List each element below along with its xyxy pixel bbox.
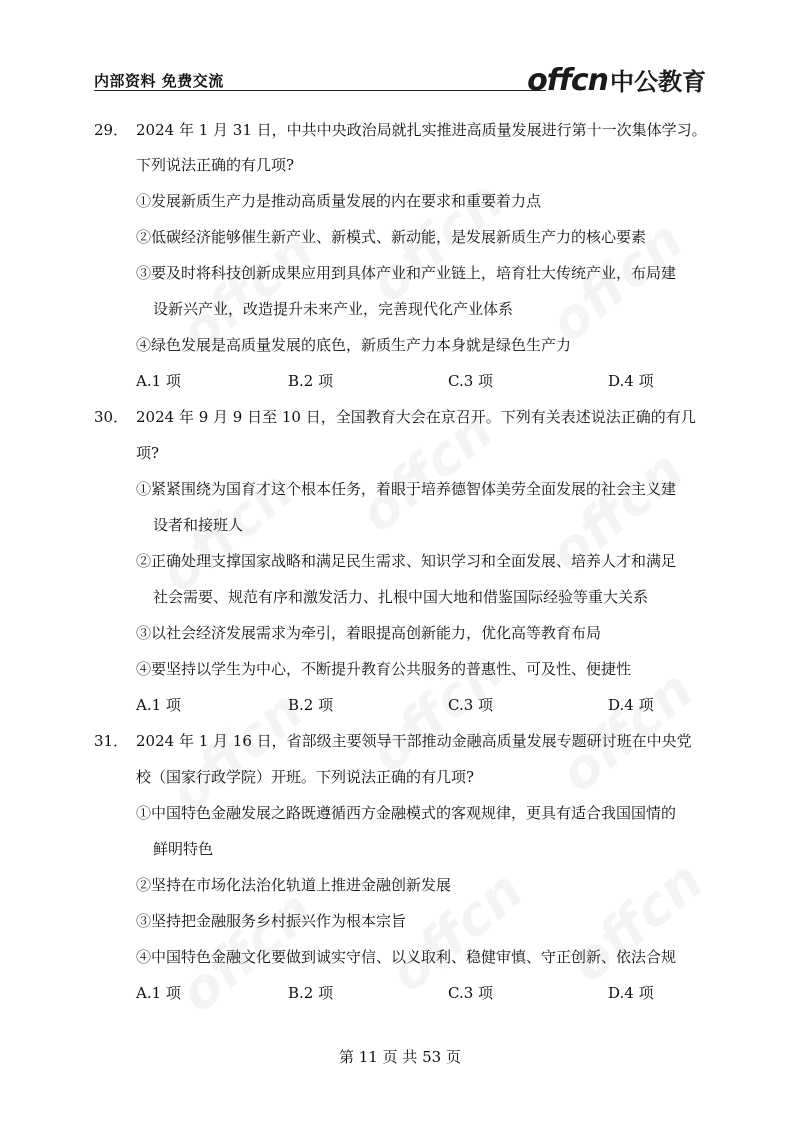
statement-item: ④绿色发展是高质量发展的底色，新质生产力本身就是绿色生产力: [136, 336, 572, 354]
question-number: 29．: [94, 121, 129, 139]
question-stem: 2024 年 1 月 31 日，中共中央政治局就扎实推进高质量发展进行第十一次集体学习。: [136, 121, 707, 139]
statement-item: ②正确处理支撑国家战略和满足民生需求、知识学习和全面发展、培养人才和满足: [136, 552, 677, 570]
statement-item: ①发展新质生产力是推动高质量发展的内在要求和重要着力点: [136, 192, 542, 210]
answer-option-b: B.2 项: [288, 372, 334, 390]
logo-text-cn: 中公教育: [610, 68, 706, 96]
question-stem: 下列说法正确的有几项?: [136, 156, 295, 174]
statement-item: ④要坚持以学生为中心，不断提升教育公共服务的普惠性、可及性、便捷性: [136, 660, 632, 678]
logo-text-en: offcn: [527, 63, 608, 98]
answer-option-d: D.4 项: [608, 372, 654, 390]
watermark: [558, 848, 715, 994]
header-divider: [94, 90, 546, 91]
answer-option-b: B.2 项: [288, 984, 334, 1002]
statement-item: ③坚持把金融服务乡村振兴作为根本宗旨: [136, 912, 407, 930]
answer-option-d: D.4 项: [608, 696, 654, 714]
question-stem: 2024 年 9 月 9 日至 10 日，全国教育大会在京召开。下列有关表述说法正确的有几: [136, 408, 696, 426]
statement-item: ②坚持在市场化法治化轨道上推进金融创新发展: [136, 876, 452, 894]
answer-option-c: C.3 项: [448, 372, 494, 390]
question-number: 30．: [94, 408, 129, 426]
header-label: 内部资料 免费交流: [94, 72, 224, 90]
question-stem: 校（国家行政学院）开班。下列说法正确的有几项?: [136, 768, 475, 786]
page-number: 第 11 页 共 53 页: [338, 1048, 461, 1066]
page-header: [94, 62, 706, 98]
answer-option-c: C.3 项: [448, 696, 494, 714]
statement-item: ④中国特色金融文化要做到诚实守信、以义取利、稳健审慎、守正创新、依法合规: [136, 948, 677, 966]
answer-option-c: C.3 项: [448, 984, 494, 1002]
statement-item-cont: 社会需要、规范有序和激发活力、扎根中国大地和借鉴国际经验等重大关系: [153, 588, 649, 606]
statement-item: ②低碳经济能够催生新产业、新模式、新动能，是发展新质生产力的核心要素: [136, 228, 647, 246]
answer-option-a: A.1 项: [136, 696, 181, 714]
statement-item-cont: 设新兴产业，改造提升未来产业，完善现代化产业体系: [153, 300, 514, 318]
statement-item-cont: 鲜明特色: [153, 840, 214, 858]
answer-option-a: A.1 项: [136, 372, 181, 390]
question-stem: 2024 年 1 月 16 日，省部级主要领导干部推动金融高质量发展专题研讨班在中央党: [136, 732, 692, 750]
question-stem: 项?: [136, 444, 160, 462]
statement-item: ③以社会经济发展需求为牵引，着眼提高创新能力，优化高等教育布局: [136, 624, 602, 642]
question-number: 31．: [94, 732, 129, 750]
statement-item: ①中国特色金融发展之路既遵循西方金融模式的客观规律，更具有适合我国国情的: [136, 804, 677, 822]
answer-option-b: B.2 项: [288, 696, 334, 714]
statement-item: ③要及时将科技创新成果应用到具体产业和产业链上，培育壮大传统产业，布局建: [136, 264, 677, 282]
statement-item-cont: 设者和接班人: [153, 516, 244, 534]
offcn-logo: [527, 62, 706, 98]
statement-item: ①紧紧围绕为国育才这个根本任务，着眼于培养德智体美劳全面发展的社会主义建: [136, 480, 677, 498]
answer-option-a: A.1 项: [136, 984, 181, 1002]
answer-option-d: D.4 项: [608, 984, 654, 1002]
